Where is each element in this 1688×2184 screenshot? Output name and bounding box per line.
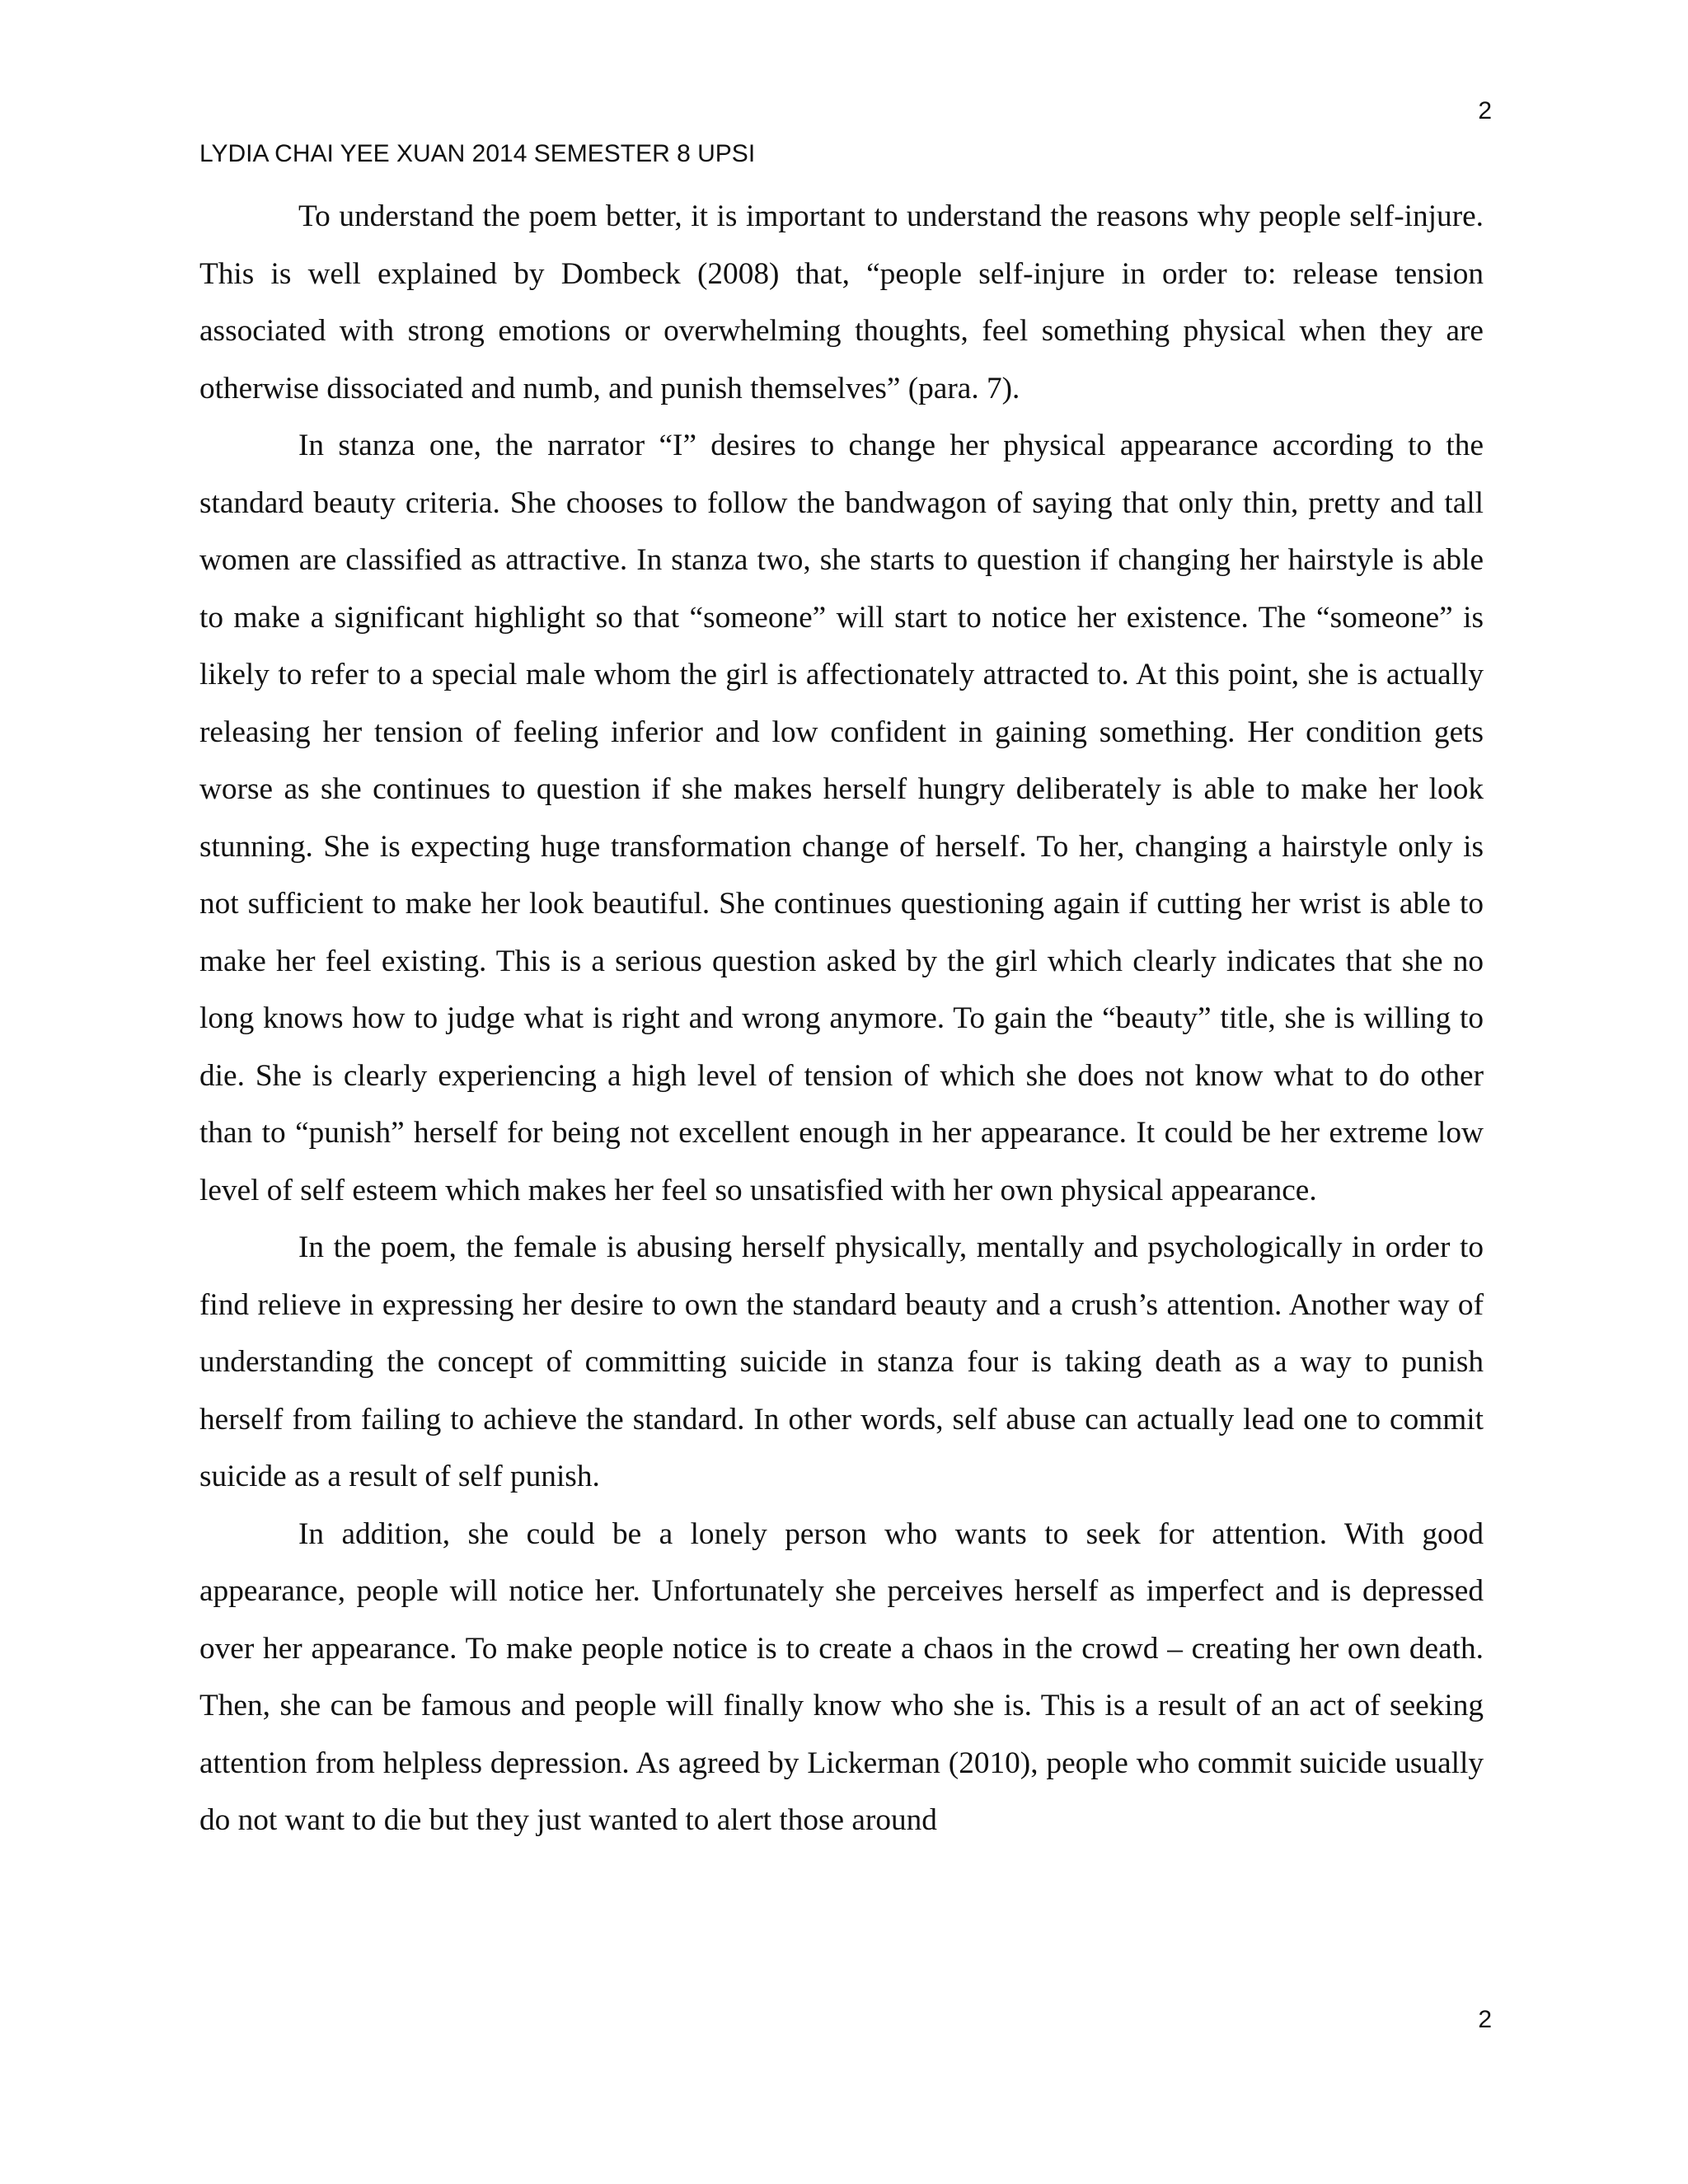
paragraph-1: To understand the poem better, it is important to understand the reasons why people self-injure. This is well explained by Dombeck (2008) that, “people self-injure in order to: release tension associated with strong emotions or overwhelming thoughts, feel something physical when they are otherwise dissociated and numb, and punish themselves” (para. 7). [199,199,1484,405]
page-number-top: 2 [1478,97,1492,124]
page-number-bottom: 2 [1478,2006,1492,2033]
paragraph-3: In the poem, the female is abusing herself physically, mentally and psychologically in order to find relieve in expressing her desire to own the standard beauty and a crush’s attention. Another way of understanding the concept of committing suicide in stanza four is taking death as a way to punish herself from failing to achieve the standard. In other words, self abuse can actually lead one to commit suicide as a result of self punish. [199,1230,1484,1493]
paragraph-4: In addition, she could be a lonely person who wants to seek for attention. With good appearance, people will notice her. Unfortunately she perceives herself as imperfect and is depressed over her appearance. To make people notice is to create a chaos in the crowd – creating her own death. Then, she can be famous and people will finally know who she is. This is a result of an act of seeking attention from helpless depression. As agreed by Lickerman (2010), people who commit suicide usually do not want to die but they just wanted to alert those around [199,1516,1484,1837]
running-header: LYDIA CHAI YEE XUAN 2014 SEMESTER 8 UPSI [199,140,756,167]
body-text [199,188,1484,1849]
paragraph-2: In stanza one, the narrator “I” desires to change her physical appearance according to the standard beauty criteria. She chooses to follow the bandwagon of saying that only thin, pretty and tall women are classified as attractive. In stanza two, she starts to question if changing her hairstyle is able to make a significant highlight so that “someone” will start to notice her existence. The “someone” is likely to refer to a special male whom the girl is affectionately attracted to. At this point, she is actually releasing her tension of feeling inferior and low confident in gaining something. Her condition gets worse as she continues to question if she makes herself hungry deliberately is able to make her look stunning. She is expecting huge transformation change of herself. To her, changing a hairstyle only is not sufficient to make her look beautiful. She continues questioning again if cutting her wrist is able to make her feel existing. This is a serious question asked by the girl which clearly indicates that she no long knows how to judge what is right and wrong anymore. To gain the “beauty” title, she is willing to die. She is clearly experiencing a high level of tension of which she does not know what to do other than to “punish” herself for being not excellent enough in her appearance. It could be her extreme low level of self esteem which makes her feel so unsatisfied with her own physical appearance. [199,429,1484,1207]
